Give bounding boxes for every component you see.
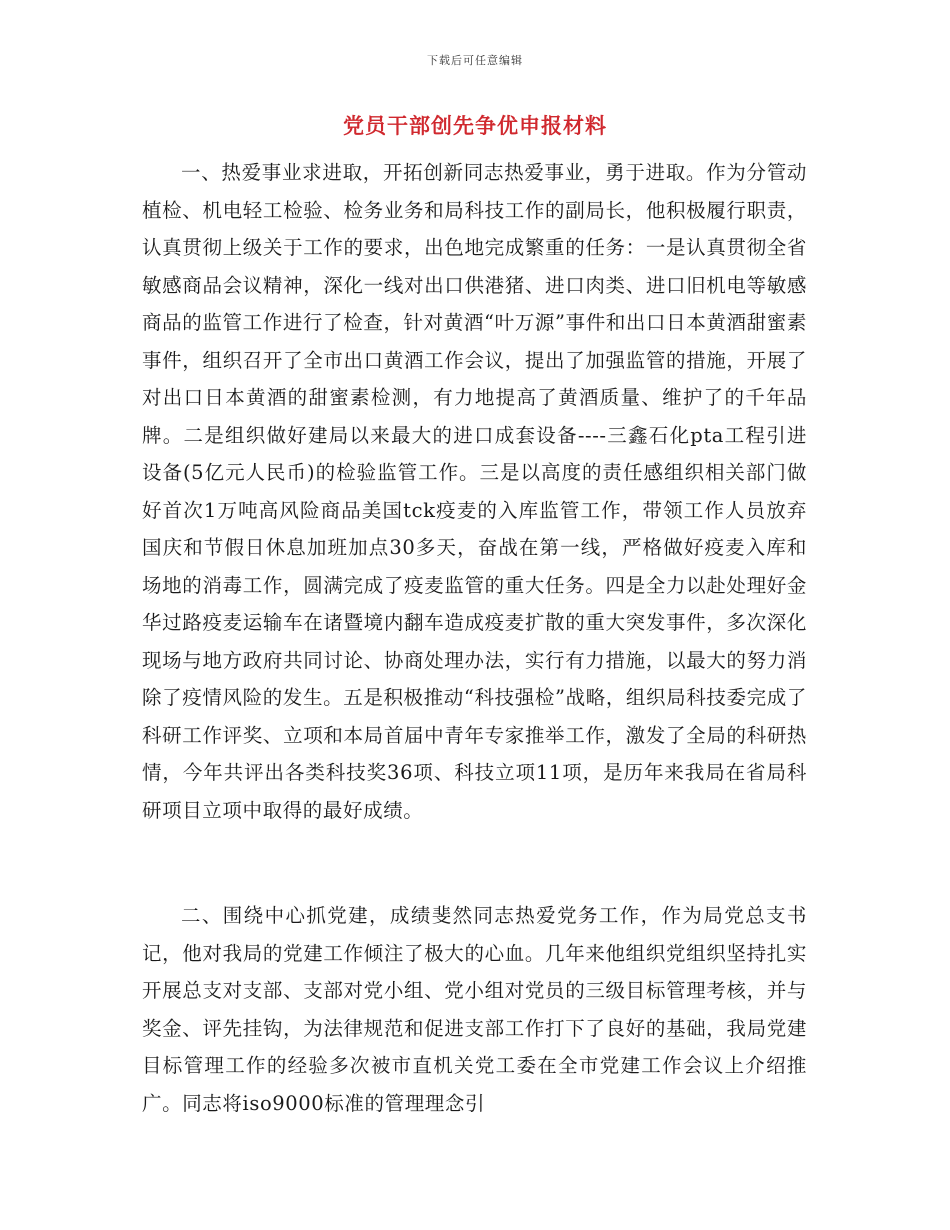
document-title: 党员干部创先争优申报材料 <box>343 113 607 138</box>
body-paragraph-1: 一、热爱事业求进取，开拓创新同志热爱事业，勇于进取。作为分管动植检、机电轻工检验、检务业务和局科技工作的副局长，他积极履行职责，认真贯彻上级关于工作的要求，出色地完成繁重的任务：一是认真贯彻全省敏感商品会议精神，深化一线对出口供港猪、进口肉类、进口旧机电等敏感商品的监管工作进行了检查，针对黄酒“叶万源”事件和出口日本黄酒甜蜜素事件，组织召开了全市出口黄酒工作会议，提出了加强监管的措施，开展了对出口日本黄酒的甜蜜素检测，有力地提高了黄酒质量、维护了的千年品牌。二是组织做好建局以来最大的进口成套设备----三鑫石化pta工程引进设备(5亿元人民币)的检验监管工作。三是以高度的责任感组织相关部门做好首次1万吨高风险商品美国tck疫麦的入库监管工作，带领工作人员放弃国庆和节假日休息加班加点30多天，奋战在第一线，严格做好疫麦入库和场地的消毒工作，圆满完成了疫麦监管的重大任务。四是全力以赴处理好金华过路疫麦运输车在诸暨境内翻车造成疫麦扩散的重大突发事件，多次深化现场与地方政府共同讨论、协商处理办法，实行有力措施，以最大的努力消除了疫情风险的发生。五是积极推动“科技强检”战略，组织局科技委完成了科研工作评奖、立项和本局首届中青年专家推举工作，激发了全局的科研热情，今年共评出各类科技奖36项、科技立项11项，是历年来我局在省局科研项目立项中取得的最好成绩。 <box>142 161 807 822</box>
body-paragraph-2: 二、围绕中心抓党建，成绩斐然同志热爱党务工作，作为局党总支书记，他对我局的党建工作倾注了极大的心血。几年来他组织党组织坚持扎实开展总支对支部、支部对党小组、党小组对党员的三级目标管理考核，并与奖金、评先挂钩，为法律规范和促进支部工作打下了良好的基础，我局党建目标管理工作的经验多次被市直机关党工委在全市党建工作会议上介绍推广。同志将iso9000标准的管理理念引 <box>142 904 807 1115</box>
header-note: 下载后可任意编辑 <box>427 54 523 67</box>
